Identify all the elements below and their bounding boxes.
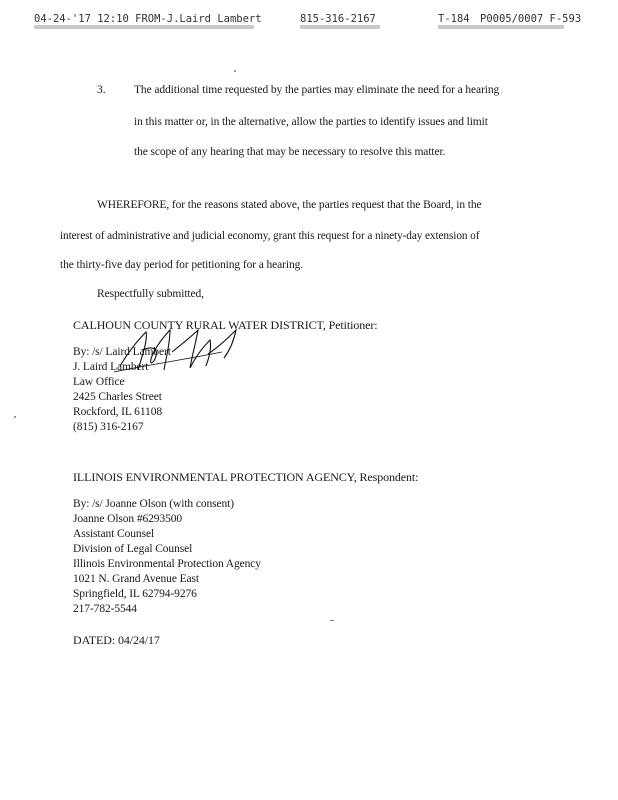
respondent-street: 1021 N. Grand Avenue East	[73, 573, 199, 585]
petitioner-name: J. Laird Lambert	[73, 361, 149, 373]
fax-page-count: P0005/0007 F-593	[480, 13, 582, 25]
closing-line: Respectfully submitted,	[97, 288, 204, 300]
petitioner-street: 2425 Charles Street	[73, 391, 162, 403]
respondent-title: Assistant Counsel	[73, 528, 155, 540]
respondent-name: Joanne Olson #6293500	[73, 513, 183, 525]
paragraph-line-1: The additional time requested by the parties may eliminate the need for a hearing	[134, 84, 500, 96]
petitioner-city: Rockford, IL 61108	[73, 406, 163, 418]
wherefore-line-2: interest of administrative and judicial economy, grant this request for a ninety-day extension of	[60, 230, 480, 242]
respondent-division: Division of Legal Counsel	[73, 543, 193, 555]
fax-datetime-sender: 04-24-'17 12:10 FROM-J.Laird Lambert	[34, 13, 262, 25]
fax-phone: 815-316-2167	[300, 13, 376, 25]
petitioner-heading: CALHOUN COUNTY RURAL WATER DISTRICT, Petitioner:	[73, 318, 378, 332]
fax-header-ghost-line	[34, 24, 564, 30]
respondent-by-line: By: /s/ Joanne Olson (with consent)	[73, 498, 234, 510]
respondent-city: Springfield, IL 62794-9276	[73, 588, 197, 600]
paragraph-number: 3.	[97, 84, 106, 96]
dated-line: DATED: 04/24/17	[73, 633, 160, 647]
petitioner-firm: Law Office	[73, 376, 125, 388]
petitioner-phone: (815) 316-2167	[73, 421, 144, 433]
paragraph-line-3: the scope of any hearing that may be necessary to resolve this matter.	[134, 146, 446, 158]
paragraph-line-2: in this matter or, in the alternative, allow the parties to identify issues and limit	[134, 116, 488, 128]
respondent-heading: ILLINOIS ENVIRONMENTAL PROTECTION AGENCY, Respondent:	[73, 470, 419, 484]
handwritten-signature	[112, 326, 252, 376]
wherefore-line-3: the thirty-five day period for petitioning for a hearing.	[60, 259, 304, 271]
fax-transmission-id: T-184	[438, 13, 470, 25]
respondent-phone: 217-782-5544	[73, 603, 137, 615]
scan-speck	[330, 620, 334, 621]
respondent-agency: Illinois Environmental Protection Agency	[73, 558, 261, 570]
scan-speck	[234, 70, 236, 72]
petitioner-by-line: By: /s/ Laird Lambert	[73, 346, 171, 358]
wherefore-line-1: WHEREFORE, for the reasons stated above, the parties request that the Board, in the	[97, 199, 482, 211]
scan-speck	[14, 416, 16, 418]
